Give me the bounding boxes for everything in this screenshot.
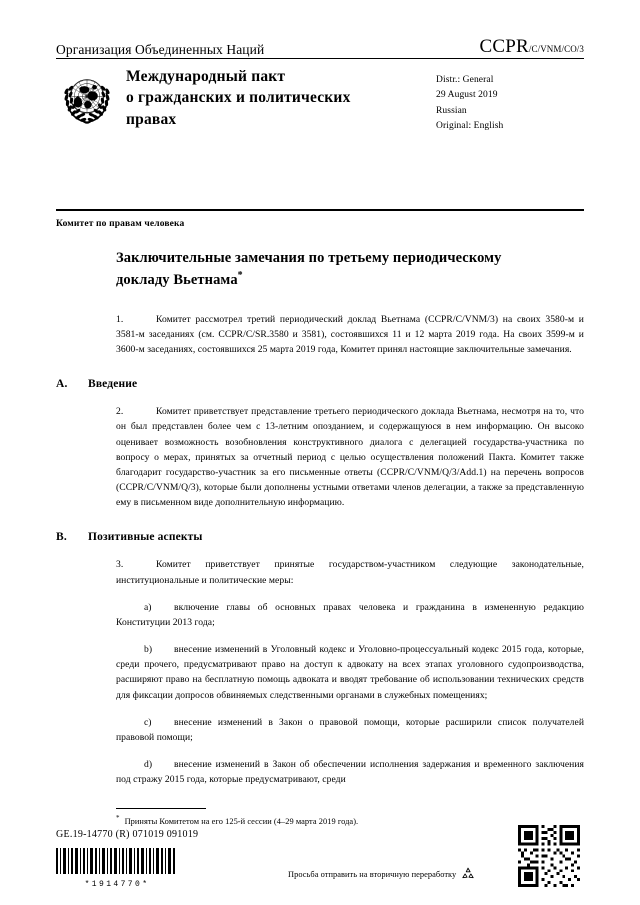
covenant-title-line-1: Международный пакт bbox=[126, 68, 286, 85]
covenant-title-line-3: правах bbox=[126, 110, 177, 128]
subparagraph-c-letter: c) bbox=[144, 716, 152, 728]
paragraph-2 bbox=[116, 404, 584, 510]
barcode bbox=[56, 848, 178, 889]
header-rule-thick bbox=[56, 209, 584, 211]
distribution-date: 29 August 2019 bbox=[436, 90, 498, 101]
section-a-heading bbox=[56, 378, 584, 390]
subparagraph-b bbox=[116, 642, 584, 703]
paragraph-1-number: 1. bbox=[116, 313, 124, 325]
subparagraph-c bbox=[116, 715, 584, 745]
qr-code bbox=[518, 825, 580, 887]
paragraph-2-number: 2. bbox=[116, 406, 124, 418]
footnote bbox=[116, 813, 556, 828]
paragraph-2-text: Комитет приветствует представление третьего периодического доклада Вьетнама, несмотря на то, что он был представлен более чем с 13-летним опозданием, и содержащуюся в нем информацию. Он высоко оценивает возможность возобновления конструктивного диалога с делегацией государства-участника по вопросу о мерах, принятых за отчетный период с целью осуществления положений Пакта. Комитет также благодарит государство-участник за его письменные ответы (CCPR/C/VNM/Q/3/Add.1) на перечень вопросов (CCPR/C/VNM/Q/3), которые были дополнены устными ответами членов делегации, а также за представленную ему в письменном виде дополнительную информацию. bbox=[116, 406, 584, 509]
document-symbol-main: CCPR bbox=[479, 36, 529, 57]
subparagraph-a-letter: a) bbox=[144, 601, 152, 613]
section-a-title: Введение bbox=[88, 378, 138, 391]
title-footnote-marker: * bbox=[237, 270, 243, 282]
subparagraph-d-letter: d) bbox=[144, 758, 153, 770]
footnote-text: Приняты Комитетом на его 125-й сессии (4–29 марта 2019 года). bbox=[124, 816, 359, 826]
paragraph-3 bbox=[116, 557, 584, 587]
document-body bbox=[56, 248, 584, 787]
paragraph-3-text: Комитет приветствует принятые государством-участником следующие законодательные, институциональные и политические меры: bbox=[116, 559, 584, 586]
paragraph-3-number: 3. bbox=[116, 559, 124, 571]
subparagraph-d-text: внесение изменений в Закон об обеспечении исполнения задержания и временного заключения под стражу 2015 года, которые предусматривают, среди bbox=[116, 758, 584, 786]
subparagraph-b-text: внесение изменений в Уголовный кодекс и Уголовно-процессуальный кодекс 2015 года, которые, среди прочего, предусматривают право на доступ к адвокату на всех этапах уголовного судопроизводства, расширяют право на бесплатную помощь адвоката и вводят требование об использовании технических средств для фиксации допросов обвиняемых следственными органами в служебных помещениях; bbox=[116, 644, 584, 701]
distribution-type: Distr.: General bbox=[436, 75, 494, 85]
section-a-letter: A. bbox=[56, 378, 68, 391]
distribution-language: Russian bbox=[436, 105, 467, 116]
barcode-digits: *1914770* bbox=[84, 880, 150, 889]
covenant-title-line-2: о гражданских и политических bbox=[126, 89, 351, 107]
section-b-heading bbox=[56, 531, 584, 543]
un-emblem bbox=[56, 69, 118, 131]
masthead bbox=[56, 34, 584, 56]
distribution-original: Original: English bbox=[436, 121, 504, 132]
subparagraph-d bbox=[116, 757, 584, 787]
recycle-notice bbox=[288, 866, 476, 882]
subparagraph-a bbox=[116, 600, 584, 630]
footnote-marker: * bbox=[116, 814, 120, 822]
paragraph-1-text: Комитет рассмотрел третий периодический доклад Вьетнама (CCPR/C/VNM/3) на своих 3580-м и 3581-м заседаниях (см. CCPR/C/SR.3580 и 3581), состоявшихся 11 и 12 марта 2019 года. На своих 3599-м и 3600-м заседаниях, состоявшихся 25 марта 2019 года, Комитет принял настоящие заключительные замечания. bbox=[116, 313, 584, 356]
identification-block bbox=[56, 66, 584, 135]
job-number: GE.19-14770 (R) 071019 091019 bbox=[56, 829, 199, 840]
covenant-title bbox=[118, 66, 436, 130]
page-title-text: Заключительные замечания по третьему периодическому докладу Вьетнама bbox=[116, 250, 502, 288]
subparagraph-c-text: внесение изменений в Закон о правовой помощи, которые расширили список получателей правовой помощи; bbox=[116, 716, 584, 743]
section-b-title: Позитивные аспекты bbox=[88, 531, 203, 544]
footnote-separator bbox=[116, 808, 206, 809]
recycle-icon bbox=[460, 866, 476, 882]
recycle-text: Просьба отправить на вторичную переработку bbox=[288, 869, 457, 879]
subparagraph-a-text: включение главы об основных правах человека и гражданина в измененную редакцию Конституции 2013 года; bbox=[116, 601, 584, 628]
organization-name: Организация Объединенных Наций bbox=[56, 41, 265, 57]
paragraph-1 bbox=[116, 312, 584, 357]
section-b-letter: B. bbox=[56, 531, 67, 544]
document-symbol-suffix: /C/VNM/CO/3 bbox=[528, 44, 584, 54]
subparagraph-b-letter: b) bbox=[144, 644, 153, 656]
page-title bbox=[116, 248, 516, 291]
committee-name: Комитет по правам человека bbox=[56, 219, 185, 229]
masthead-top-row bbox=[56, 34, 584, 56]
document-symbol bbox=[480, 37, 585, 56]
header-rule-thin bbox=[56, 58, 584, 59]
distribution-block bbox=[436, 66, 584, 135]
